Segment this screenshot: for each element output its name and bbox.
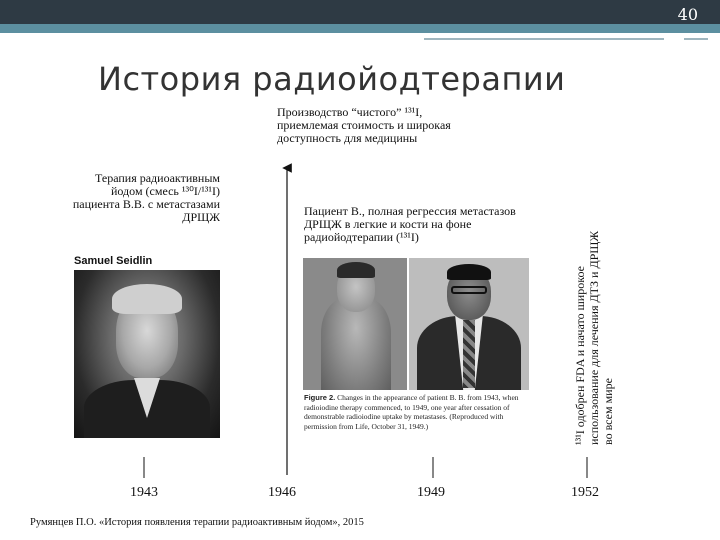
portrait-photo-seidlin xyxy=(74,270,220,438)
caption-1943: Терапия радиоактивным йодом (смесь ¹³⁰I/¹³¹I) пациента В.В. с метастазами ДРЩЖ xyxy=(72,171,220,224)
caption-1952: ¹³¹I одобрен FDA и начато широкое использование для лечения ДТЗ и ДРЩЖ во всем мире xyxy=(573,230,615,445)
year-label-1943: 1943 xyxy=(130,485,158,500)
photo-hair xyxy=(337,262,375,278)
patient-photo-before xyxy=(303,258,407,390)
year-label-1946: 1946 xyxy=(268,485,296,500)
decorative-line-short xyxy=(684,38,708,40)
decorative-line xyxy=(424,38,664,40)
photo-tie xyxy=(463,320,475,388)
slide-number: 40 xyxy=(677,5,698,24)
caption-1949: Пациент В., полная регрессия метастазов ДРЩЖ в легкие и кости на фоне радиойодтерапии (¹³¹I) xyxy=(304,204,516,244)
figure-caption xyxy=(304,393,530,431)
slide-title: История радиойодтерапии xyxy=(98,60,566,98)
caption-1946: Производство “чистого” ¹³¹I, приемлемая стоимость и широкая доступность для медицины xyxy=(277,105,451,145)
footer-citation: Румянцев П.О. «История появления терапии радиоактивным йодом», 2015 xyxy=(30,517,364,528)
photo-glasses xyxy=(451,286,487,294)
photo-label-seidlin: Samuel Seidlin xyxy=(74,255,153,267)
photo-hair xyxy=(112,284,182,314)
photo-hair xyxy=(447,264,491,280)
top-bar-accent xyxy=(0,24,720,33)
year-label-1949: 1949 xyxy=(417,485,445,500)
year-label-1952: 1952 xyxy=(571,485,599,500)
top-bar xyxy=(0,0,720,24)
patient-photo-after xyxy=(409,258,529,390)
figure-caption-lead: Figure 2. xyxy=(304,393,336,402)
figure-caption-text: Changes in the appearance of patient B. B. from 1943, when radioiodine therapy commenced, to 1949, one year after cessation of demonstrable radioiodine uptake by metastases. (Reproduced with permission from Life, October 31, 1949.) xyxy=(304,393,519,431)
